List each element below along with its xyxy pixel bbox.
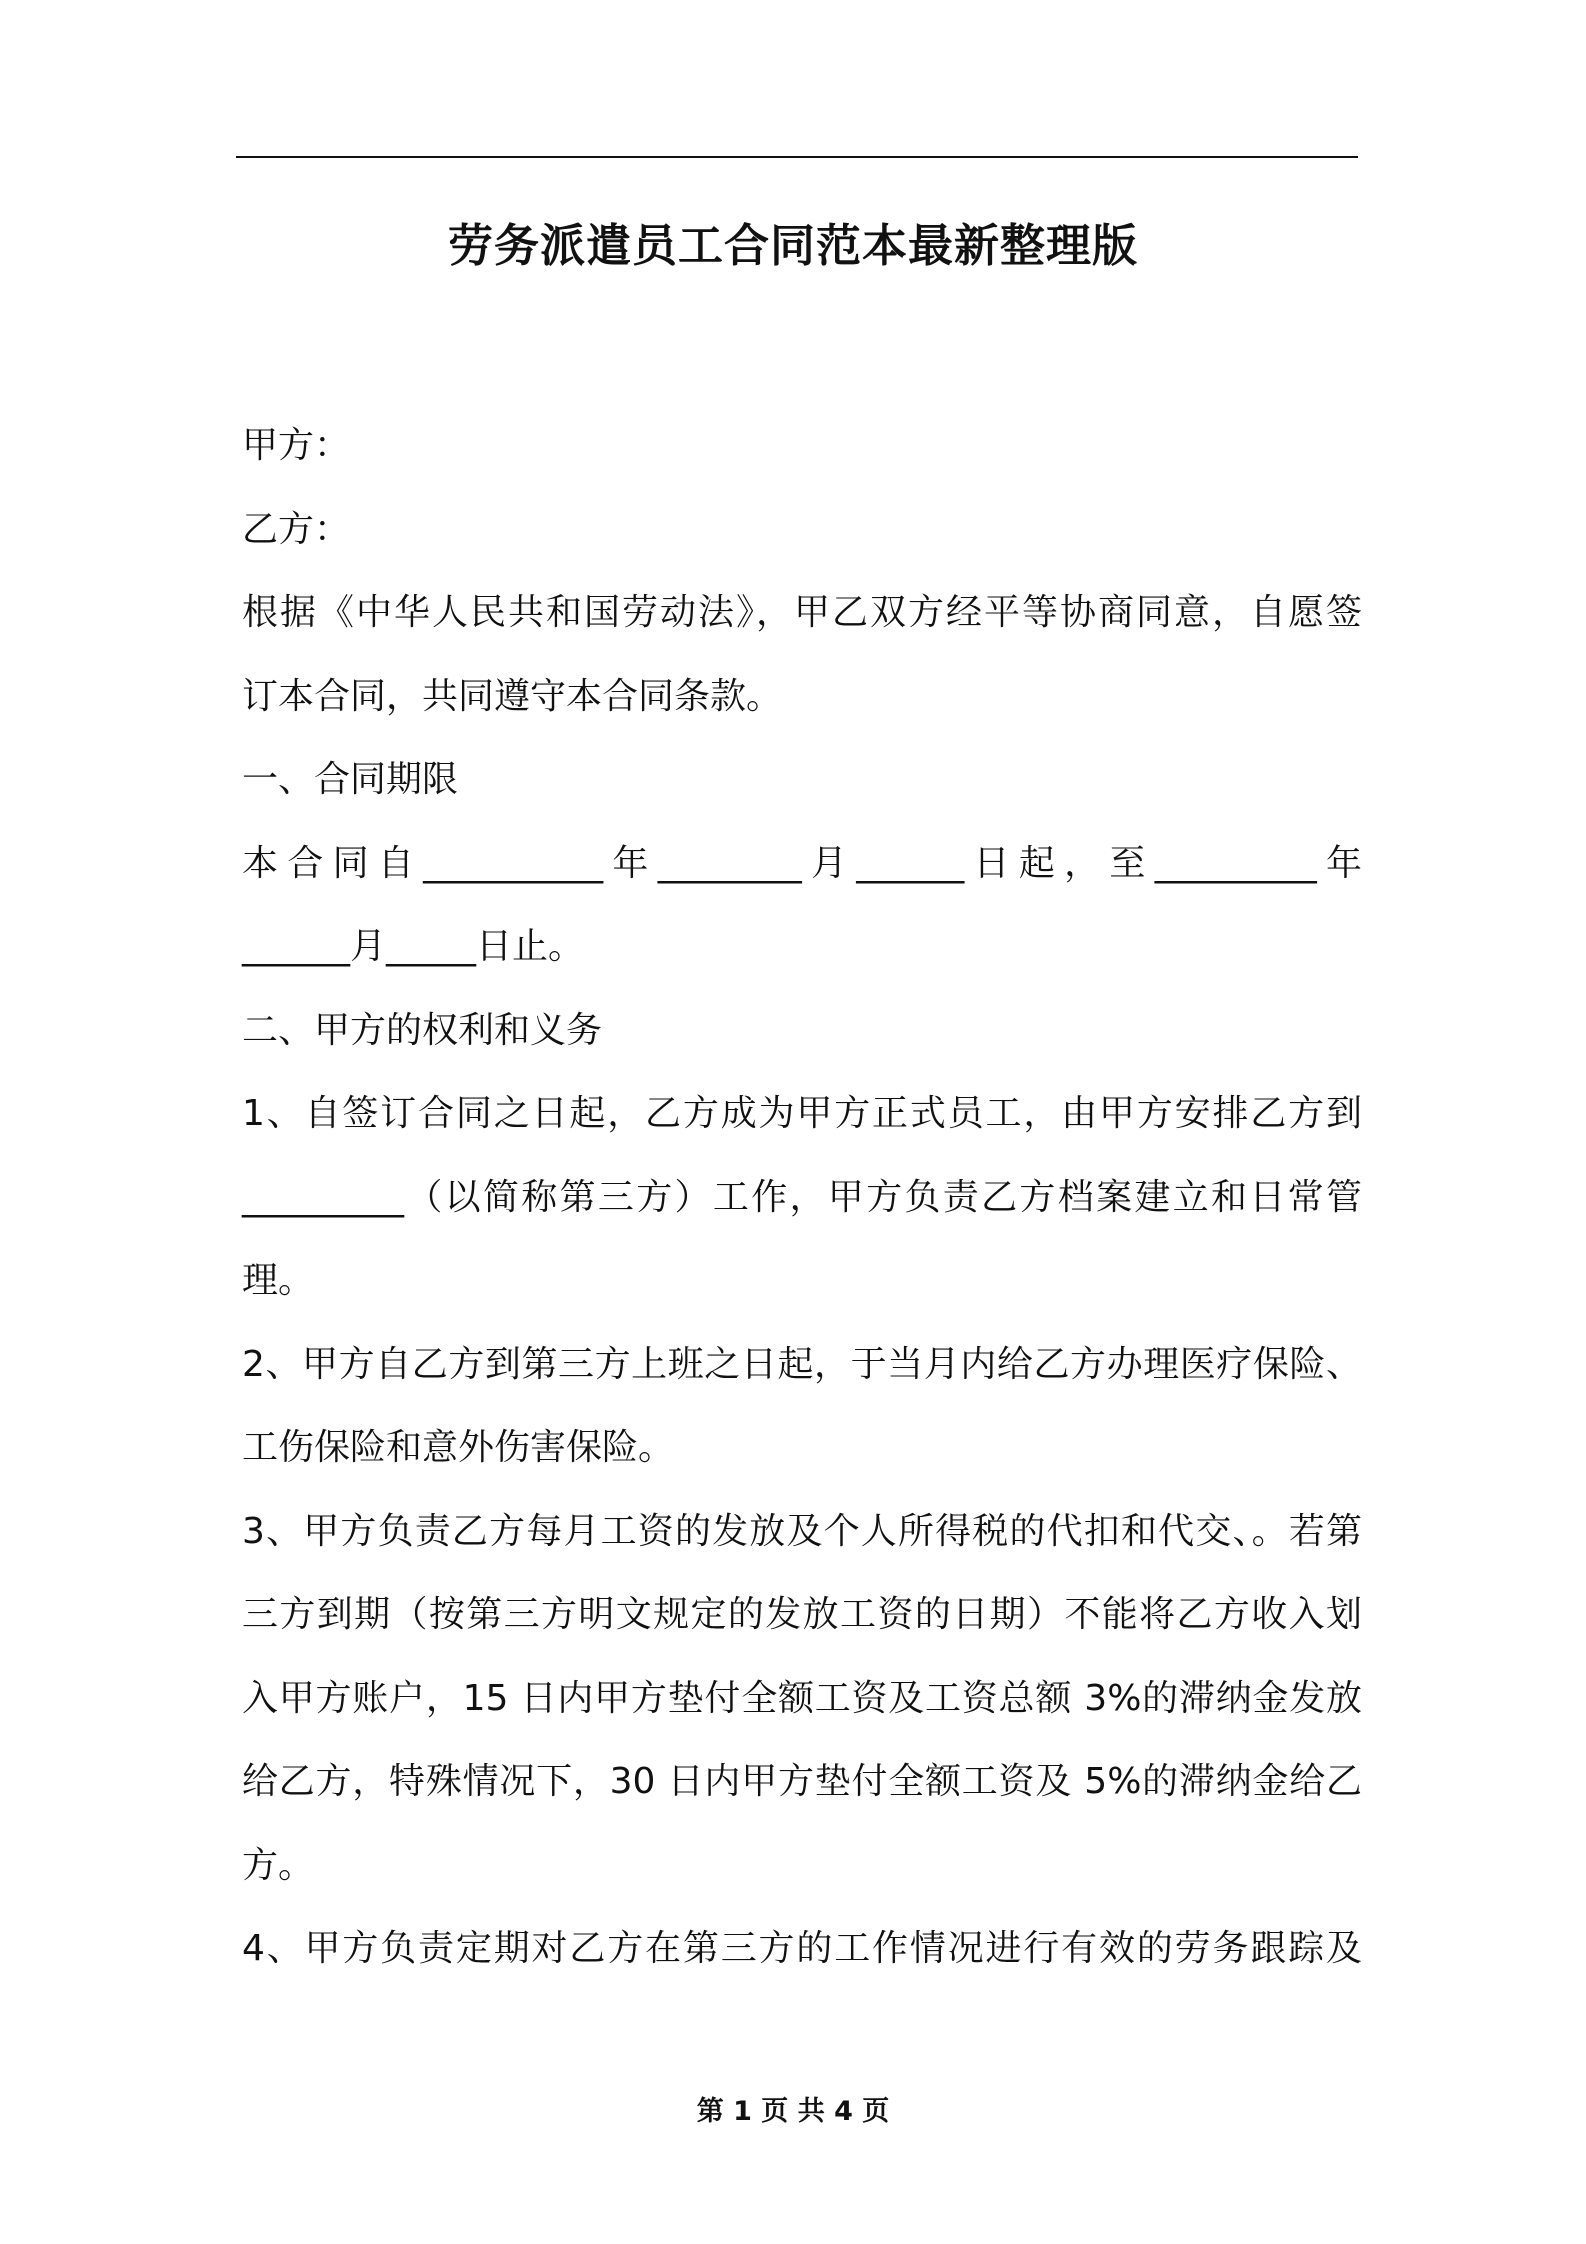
paragraph-line: 理。 xyxy=(242,1260,315,1301)
contract-body xyxy=(242,404,1362,1991)
paragraph-line: 本合同自__________年________月______日起，至_________年 xyxy=(242,842,1362,884)
paragraph-line: 2、甲方自乙方到第三方上班之日起，于当月内给乙方办理医疗保险、 xyxy=(242,1343,1362,1385)
paragraph-line: 工伤保险和意外伤害保险。 xyxy=(242,1427,675,1468)
paragraph-line: 入甲方账户，15 日内甲方垫付全额工资及工资总额 3%的滞纳金发放 xyxy=(242,1677,1362,1719)
page-number-footer: 第 1 页 共 4 页 xyxy=(696,2096,890,2127)
paragraph-line: 4、甲方负责定期对乙方在第三方的工作情况进行有效的劳务跟踪及 xyxy=(242,1928,1362,1969)
paragraph-line: 1、自签订合同之日起，乙方成为甲方正式员工，由甲方安排乙方到 xyxy=(242,1093,1362,1134)
party-a-line: 甲方： xyxy=(242,425,351,466)
paragraph-line: 根据《中华人民共和国劳动法》，甲乙双方经平等协商同意，自愿签 xyxy=(242,592,1362,633)
party-b-line: 乙方： xyxy=(242,508,351,550)
header-rule xyxy=(236,156,1358,158)
paragraph-line: 三方到期（按第三方明文规定的发放工资的日期）不能将乙方收入划 xyxy=(242,1594,1362,1635)
paragraph-line: 3、甲方负责乙方每月工资的发放及个人所得税的代扣和代交、。若第 xyxy=(242,1510,1362,1552)
section-heading-contract-term: 一、合同期限 xyxy=(242,759,459,800)
paragraph-line: 方。 xyxy=(242,1844,315,1886)
paragraph-line: ______月_____日止。 xyxy=(242,926,585,967)
document-title: 劳务派遣员工合同范本最新整理版 xyxy=(447,219,1138,272)
paragraph-line: 订本合同，共同遵守本合同条款。 xyxy=(242,675,783,717)
section-heading-party-a-rights: 二、甲方的权利和义务 xyxy=(242,1009,603,1051)
paragraph-line: 给乙方，特殊情况下，30 日内甲方垫付全额工资及 5%的滞纳金给乙 xyxy=(242,1761,1362,1802)
paragraph-line: _________（以简称第三方）工作，甲方负责乙方档案建立和日常管 xyxy=(242,1176,1362,1218)
